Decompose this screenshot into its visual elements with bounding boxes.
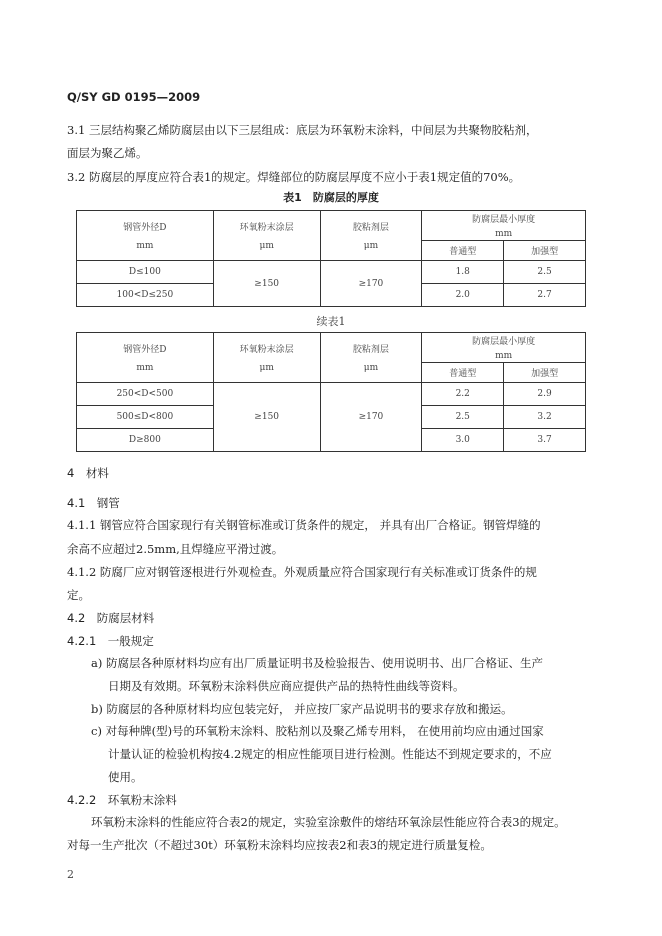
clause-4-1-1-line-1: 4.1.1 钢管应符合国家现行有关钢管标准或订货条件的规定， 并具有出厂合格证。钢管焊缝的 [67, 518, 541, 532]
table-row: 500≤D<800 2.5 3.2 [77, 406, 586, 429]
section-4-2-1-title: 4.2.1 一般规定 [67, 634, 154, 648]
header-epoxy: 环氧粉末涂层 μm [213, 211, 320, 261]
item-a-line-2: 日期及有效期。环氧粉末涂料供应商应提供产品的热特性曲线等资料。 [108, 679, 465, 693]
section-4-2-2-title: 4.2.2 环氧粉末涂料 [67, 793, 177, 807]
epoxy-value: ≥150 [213, 261, 320, 307]
clause-4-1-2-line-2: 定。 [67, 588, 90, 602]
clause-3-1-line-2: 面层为聚乙烯。 [67, 146, 148, 160]
item-c-line-1: c) 对每种牌(型)号的环氧粉末涂料、胶粘剂以及聚乙烯专用料， 在使用前均应由通过国家 [91, 724, 544, 738]
header-normal: 普通型 [422, 241, 504, 261]
table-1 [76, 210, 586, 307]
section-4-1-title: 4.1 钢管 [67, 496, 120, 510]
header-normal: 普通型 [422, 363, 504, 383]
clause-3-2: 3.2 防腐层的厚度应符合表1的规定。焊缝部位的防腐层厚度不应小于表1规定值的70%。 [67, 170, 521, 184]
header-epoxy: 环氧粉末涂层 μm [213, 333, 320, 383]
header-reinforced: 加强型 [504, 241, 586, 261]
table-row: D≥800 3.0 3.7 [77, 429, 586, 452]
table-row: D≤100 ≥150 ≥170 1.8 2.5 [77, 261, 586, 284]
clause-4-1-2-line-1: 4.1.2 防腐厂应对钢管逐根进行外观检查。外观质量应符合国家现行有关标准或订货条件的规 [67, 565, 537, 579]
header-reinforced: 加强型 [504, 363, 586, 383]
header-min-thickness: 防腐层最小厚度 mm [422, 333, 586, 363]
table-1-continued-caption: 续表1 [316, 315, 346, 328]
clause-3-1-line-1: 3.1 三层结构聚乙烯防腐层由以下三层组成：底层为环氧粉末涂料，中间层为共聚物胶粘剂， [67, 123, 538, 137]
item-c-line-3: 使用。 [108, 770, 143, 784]
header-diameter: 钢管外径D mm [77, 211, 214, 261]
item-c-line-2: 计量认证的检验机构按4.2规定的相应性能项目进行检测。性能达不到规定要求的，不应 [108, 747, 552, 761]
adhesive-value: ≥170 [320, 383, 422, 452]
clause-4-2-2-line-1: 环氧粉末涂料的性能应符合表2的规定，实验室涂敷件的熔结环氧涂层性能应符合表3的规定。 [91, 815, 566, 829]
table-1-caption: 表1 防腐层的厚度 [283, 191, 379, 204]
table-row: 250<D<500 ≥150 ≥170 2.2 2.9 [77, 383, 586, 406]
header-adhesive: 胶粘剂层 μm [320, 333, 422, 383]
header-adhesive: 胶粘剂层 μm [320, 211, 422, 261]
table-1-continued [76, 332, 586, 452]
item-a-line-1: a) 防腐层各种原材料均应有出厂质量证明书及检验报告、使用说明书、出厂合格证、生产 [91, 656, 543, 670]
section-4-title: 4 材料 [67, 466, 109, 480]
adhesive-value: ≥170 [320, 261, 422, 307]
item-b-line-1: b) 防腐层的各种原材料均应包装完好， 并应按厂家产品说明书的要求存放和搬运。 [91, 702, 513, 716]
page-number: 2 [67, 868, 74, 881]
epoxy-value: ≥150 [213, 383, 320, 452]
header-diameter: 钢管外径D mm [77, 333, 214, 383]
table-row: 100<D≤250 2.0 2.7 [77, 284, 586, 307]
document-code-header: Q/SY GD 0195—2009 [67, 90, 201, 104]
section-4-2-title: 4.2 防腐层材料 [67, 611, 155, 625]
header-min-thickness: 防腐层最小厚度 mm [422, 211, 586, 241]
clause-4-2-2-line-2: 对每一生产批次（不超过30t）环氧粉末涂料均应按表2和表3的规定进行质量复检。 [67, 838, 492, 852]
clause-4-1-1-line-2: 余高不应超过2.5mm,且焊缝应平滑过渡。 [67, 542, 284, 556]
